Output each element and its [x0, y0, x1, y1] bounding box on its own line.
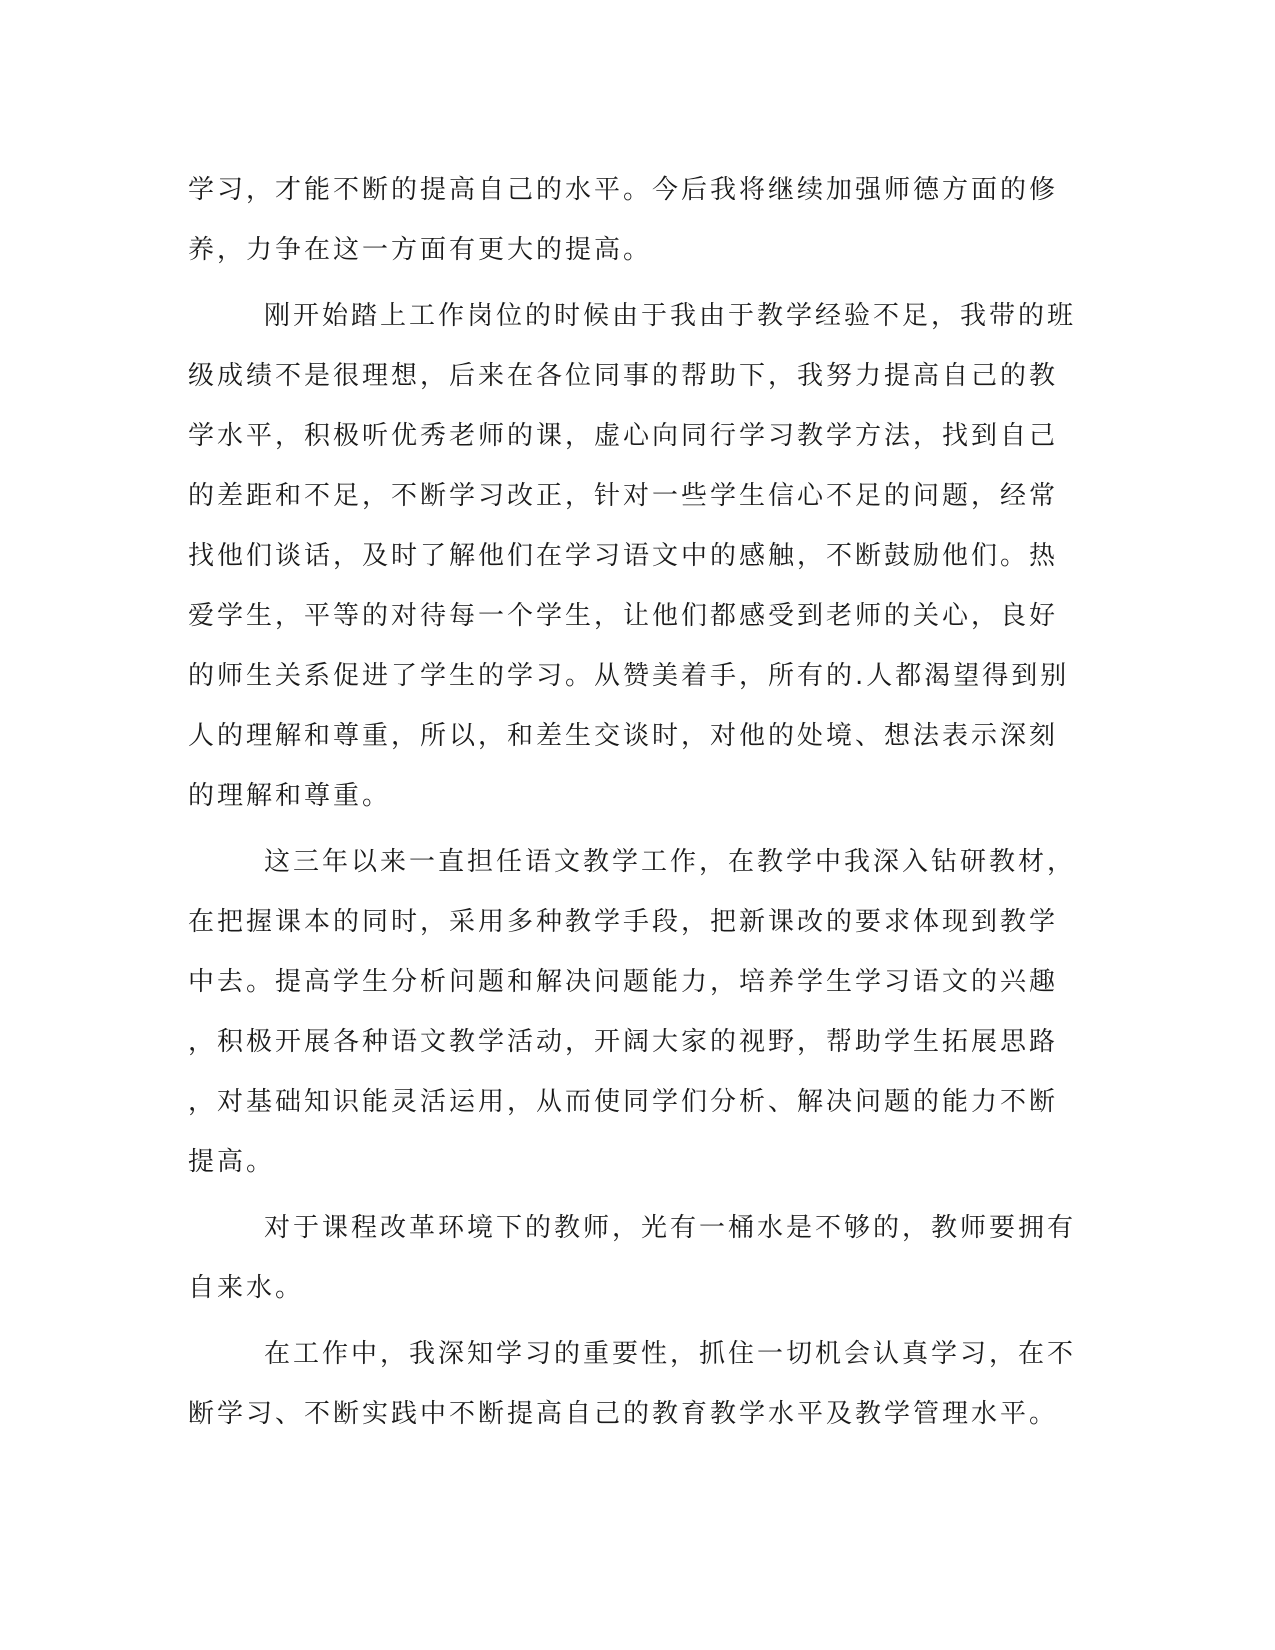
paragraph-first-line: 这三年以来一直担任语文教学工作，在教学中我深入钻研教材， [264, 847, 1077, 877]
text-line: 人的理解和尊重，所以，和差生交谈时，对他的处境、想法表示深刻 [188, 721, 1059, 751]
text-line: 爱学生，平等的对待每一个学生，让他们都感受到老师的关心，良好 [188, 601, 1059, 631]
text-line: 的差距和不足，不断学习改正，针对一些学生信心不足的问题，经常 [188, 481, 1059, 511]
paragraph-first-line: 刚开始踏上工作岗位的时候由于我由于教学经验不足，我带的班 [264, 301, 1077, 331]
text-line: 的师生关系促进了学生的学习。从赞美着手，所有的.人都渴望得到别 [188, 661, 1070, 691]
text-line: 养，力争在这一方面有更大的提高。 [188, 235, 653, 265]
text-line: 的理解和尊重。 [188, 781, 392, 811]
text-line: 中去。提高学生分析问题和解决问题能力，培养学生学习语文的兴趣 [188, 967, 1059, 997]
paragraph-first-line: 对于课程改革环境下的教师，光有一桶水是不够的，教师要拥有 [264, 1213, 1077, 1243]
text-line: 在把握课本的同时，采用多种教学手段，把新课改的要求体现到教学 [188, 907, 1059, 937]
text-line: 级成绩不是很理想，后来在各位同事的帮助下，我努力提高自己的教 [188, 361, 1059, 391]
text-line: 自来水。 [188, 1273, 305, 1303]
document-body [188, 160, 1088, 1444]
text-line: 学习，才能不断的提高自己的水平。今后我将继续加强师德方面的修 [188, 175, 1059, 205]
text-line: ，对基础知识能灵活运用，从而使同学们分析、解决问题的能力不断 [188, 1087, 1059, 1117]
text-line: 提高。 [188, 1147, 276, 1177]
paragraph-first-line: 在工作中，我深知学习的重要性，抓住一切机会认真学习，在不 [264, 1339, 1077, 1369]
text-line: 学水平，积极听优秀老师的课，虚心向同行学习教学方法，找到自己 [188, 421, 1059, 451]
text-line: 找他们谈话，及时了解他们在学习语文中的感触，不断鼓励他们。热 [188, 541, 1059, 571]
text-line: ，积极开展各种语文教学活动，开阔大家的视野，帮助学生拓展思路 [188, 1027, 1059, 1057]
text-line: 断学习、不断实践中不断提高自己的教育教学水平及教学管理水平。 [188, 1399, 1059, 1429]
